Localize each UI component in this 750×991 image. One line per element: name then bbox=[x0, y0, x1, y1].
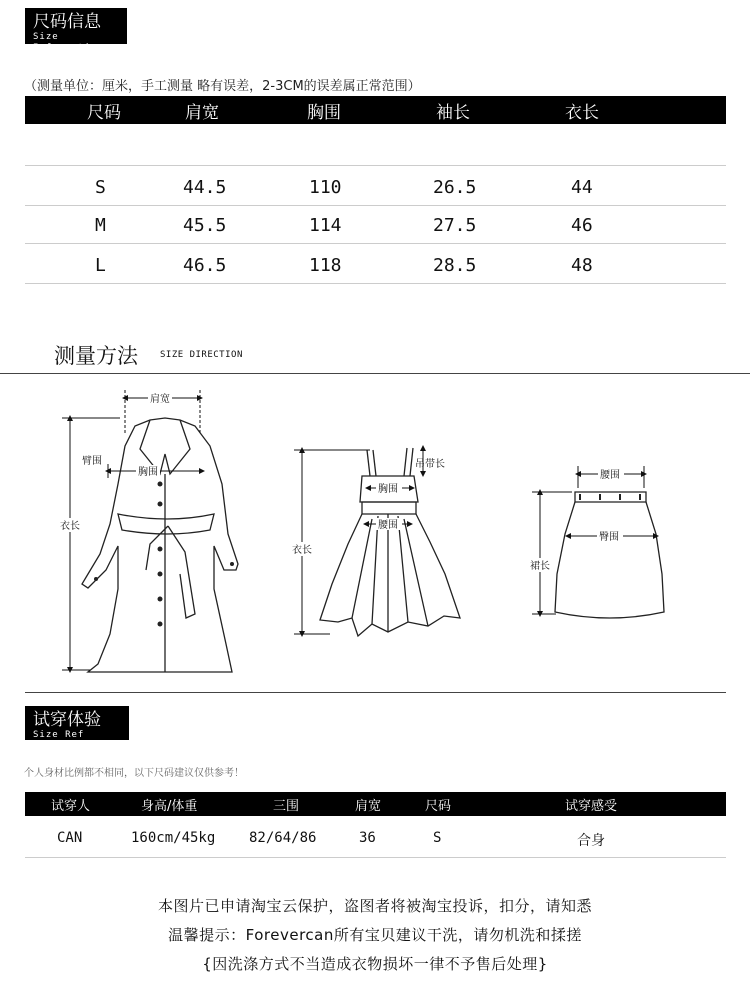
table-row bbox=[25, 822, 726, 858]
ref-height-weight-cell: 160cm/45kg bbox=[131, 830, 216, 846]
footer-wash-tip: 温馨提示：Forevercan所有宝贝建议干洗，请勿机洗和揉搓 bbox=[168, 926, 582, 944]
skirt-illustration bbox=[555, 492, 664, 618]
divider bbox=[25, 692, 726, 693]
footer-disclaimer: {因洗涤方式不当造成衣物损坏一律不予售后处理} bbox=[202, 955, 548, 973]
dress-waist-label: 腰围 bbox=[378, 520, 398, 531]
dress-strap-label: 吊带长 bbox=[415, 459, 445, 470]
size-cell: M bbox=[95, 215, 106, 236]
ref-note: 个人身材比例都不相同，以下尺码建议仅供参考！ bbox=[24, 768, 244, 779]
ref-table-header bbox=[25, 792, 726, 816]
skirt-length-label: 裙长 bbox=[530, 561, 550, 572]
ref-header-height-weight: 身高/体重 bbox=[141, 798, 198, 814]
coat-illustration bbox=[82, 418, 238, 672]
ref-measurements-cell: 82/64/86 bbox=[249, 830, 317, 846]
size-table-spacer-row bbox=[25, 128, 726, 166]
size-info-badge bbox=[25, 8, 127, 53]
ref-header-shoulder: 肩宽 bbox=[355, 798, 382, 814]
dress-length-label: 衣长 bbox=[292, 545, 312, 556]
size-ref-title: 试穿体验 bbox=[33, 710, 101, 730]
size-ref-badge bbox=[25, 706, 129, 740]
method-subtitle: SIZE DIRECTION bbox=[160, 350, 243, 360]
measure-note: （测量单位：厘米，手工测量 略有误差，2-3CM的误差属正常范围） bbox=[24, 79, 421, 94]
dress-illustration bbox=[320, 448, 460, 636]
ref-shoulder-cell: 36 bbox=[359, 830, 376, 846]
coat-shoulder-label: 肩宽 bbox=[150, 394, 170, 405]
size-header-length: 衣长 bbox=[565, 102, 599, 123]
chest-cell: 118 bbox=[309, 255, 342, 276]
sleeve-cell: 28.5 bbox=[433, 255, 477, 276]
skirt-measure-lines bbox=[532, 466, 656, 614]
sleeve-cell: 26.5 bbox=[433, 177, 477, 198]
size-table-header bbox=[25, 96, 726, 124]
size-header-chest: 胸围 bbox=[307, 102, 341, 123]
length-cell: 44 bbox=[571, 177, 593, 198]
size-header-size: 尺码 bbox=[87, 102, 121, 123]
chest-cell: 114 bbox=[309, 215, 342, 236]
ref-header-feeling: 试穿感受 bbox=[565, 798, 618, 814]
size-header-sleeve: 袖长 bbox=[436, 102, 470, 123]
coat-arm-label: 臂围 bbox=[82, 456, 102, 467]
table-row bbox=[25, 206, 726, 244]
skirt-hip-label: 臀围 bbox=[599, 532, 619, 543]
size-info-subtitle: Size Information bbox=[33, 32, 104, 53]
ref-header-person: 试穿人 bbox=[51, 798, 91, 814]
dress-chest-label: 胸围 bbox=[378, 484, 398, 495]
size-cell: S bbox=[95, 177, 106, 198]
footer-copyright: 本图片已申请淘宝云保护，盗图者将被淘宝投诉，扣分，请知悉 bbox=[157, 897, 592, 915]
table-row bbox=[25, 246, 726, 284]
coat-length-label: 衣长 bbox=[60, 521, 80, 532]
skirt-waist-label: 腰围 bbox=[600, 470, 620, 481]
size-ref-subtitle: Size Ref bbox=[33, 730, 85, 740]
coat-chest-label: 胸围 bbox=[138, 467, 158, 478]
shoulder-cell: 46.5 bbox=[183, 255, 227, 276]
size-cell: L bbox=[95, 255, 106, 276]
shoulder-cell: 45.5 bbox=[183, 215, 227, 236]
table-row bbox=[25, 168, 726, 206]
size-info-title: 尺码信息 bbox=[33, 12, 101, 32]
ref-person-cell: CAN bbox=[57, 830, 83, 846]
method-title: 测量方法 bbox=[54, 344, 138, 368]
ref-header-measurements: 三围 bbox=[273, 798, 300, 814]
ref-feeling-cell: 合身 bbox=[577, 833, 605, 849]
measurement-diagrams bbox=[0, 374, 750, 692]
size-header-shoulder: 肩宽 bbox=[185, 102, 219, 123]
ref-size-cell: S bbox=[433, 830, 442, 846]
chest-cell: 110 bbox=[309, 177, 342, 198]
ref-header-size: 尺码 bbox=[425, 798, 452, 814]
shoulder-cell: 44.5 bbox=[183, 177, 227, 198]
sleeve-cell: 27.5 bbox=[433, 215, 477, 236]
length-cell: 46 bbox=[571, 215, 593, 236]
length-cell: 48 bbox=[571, 255, 593, 276]
